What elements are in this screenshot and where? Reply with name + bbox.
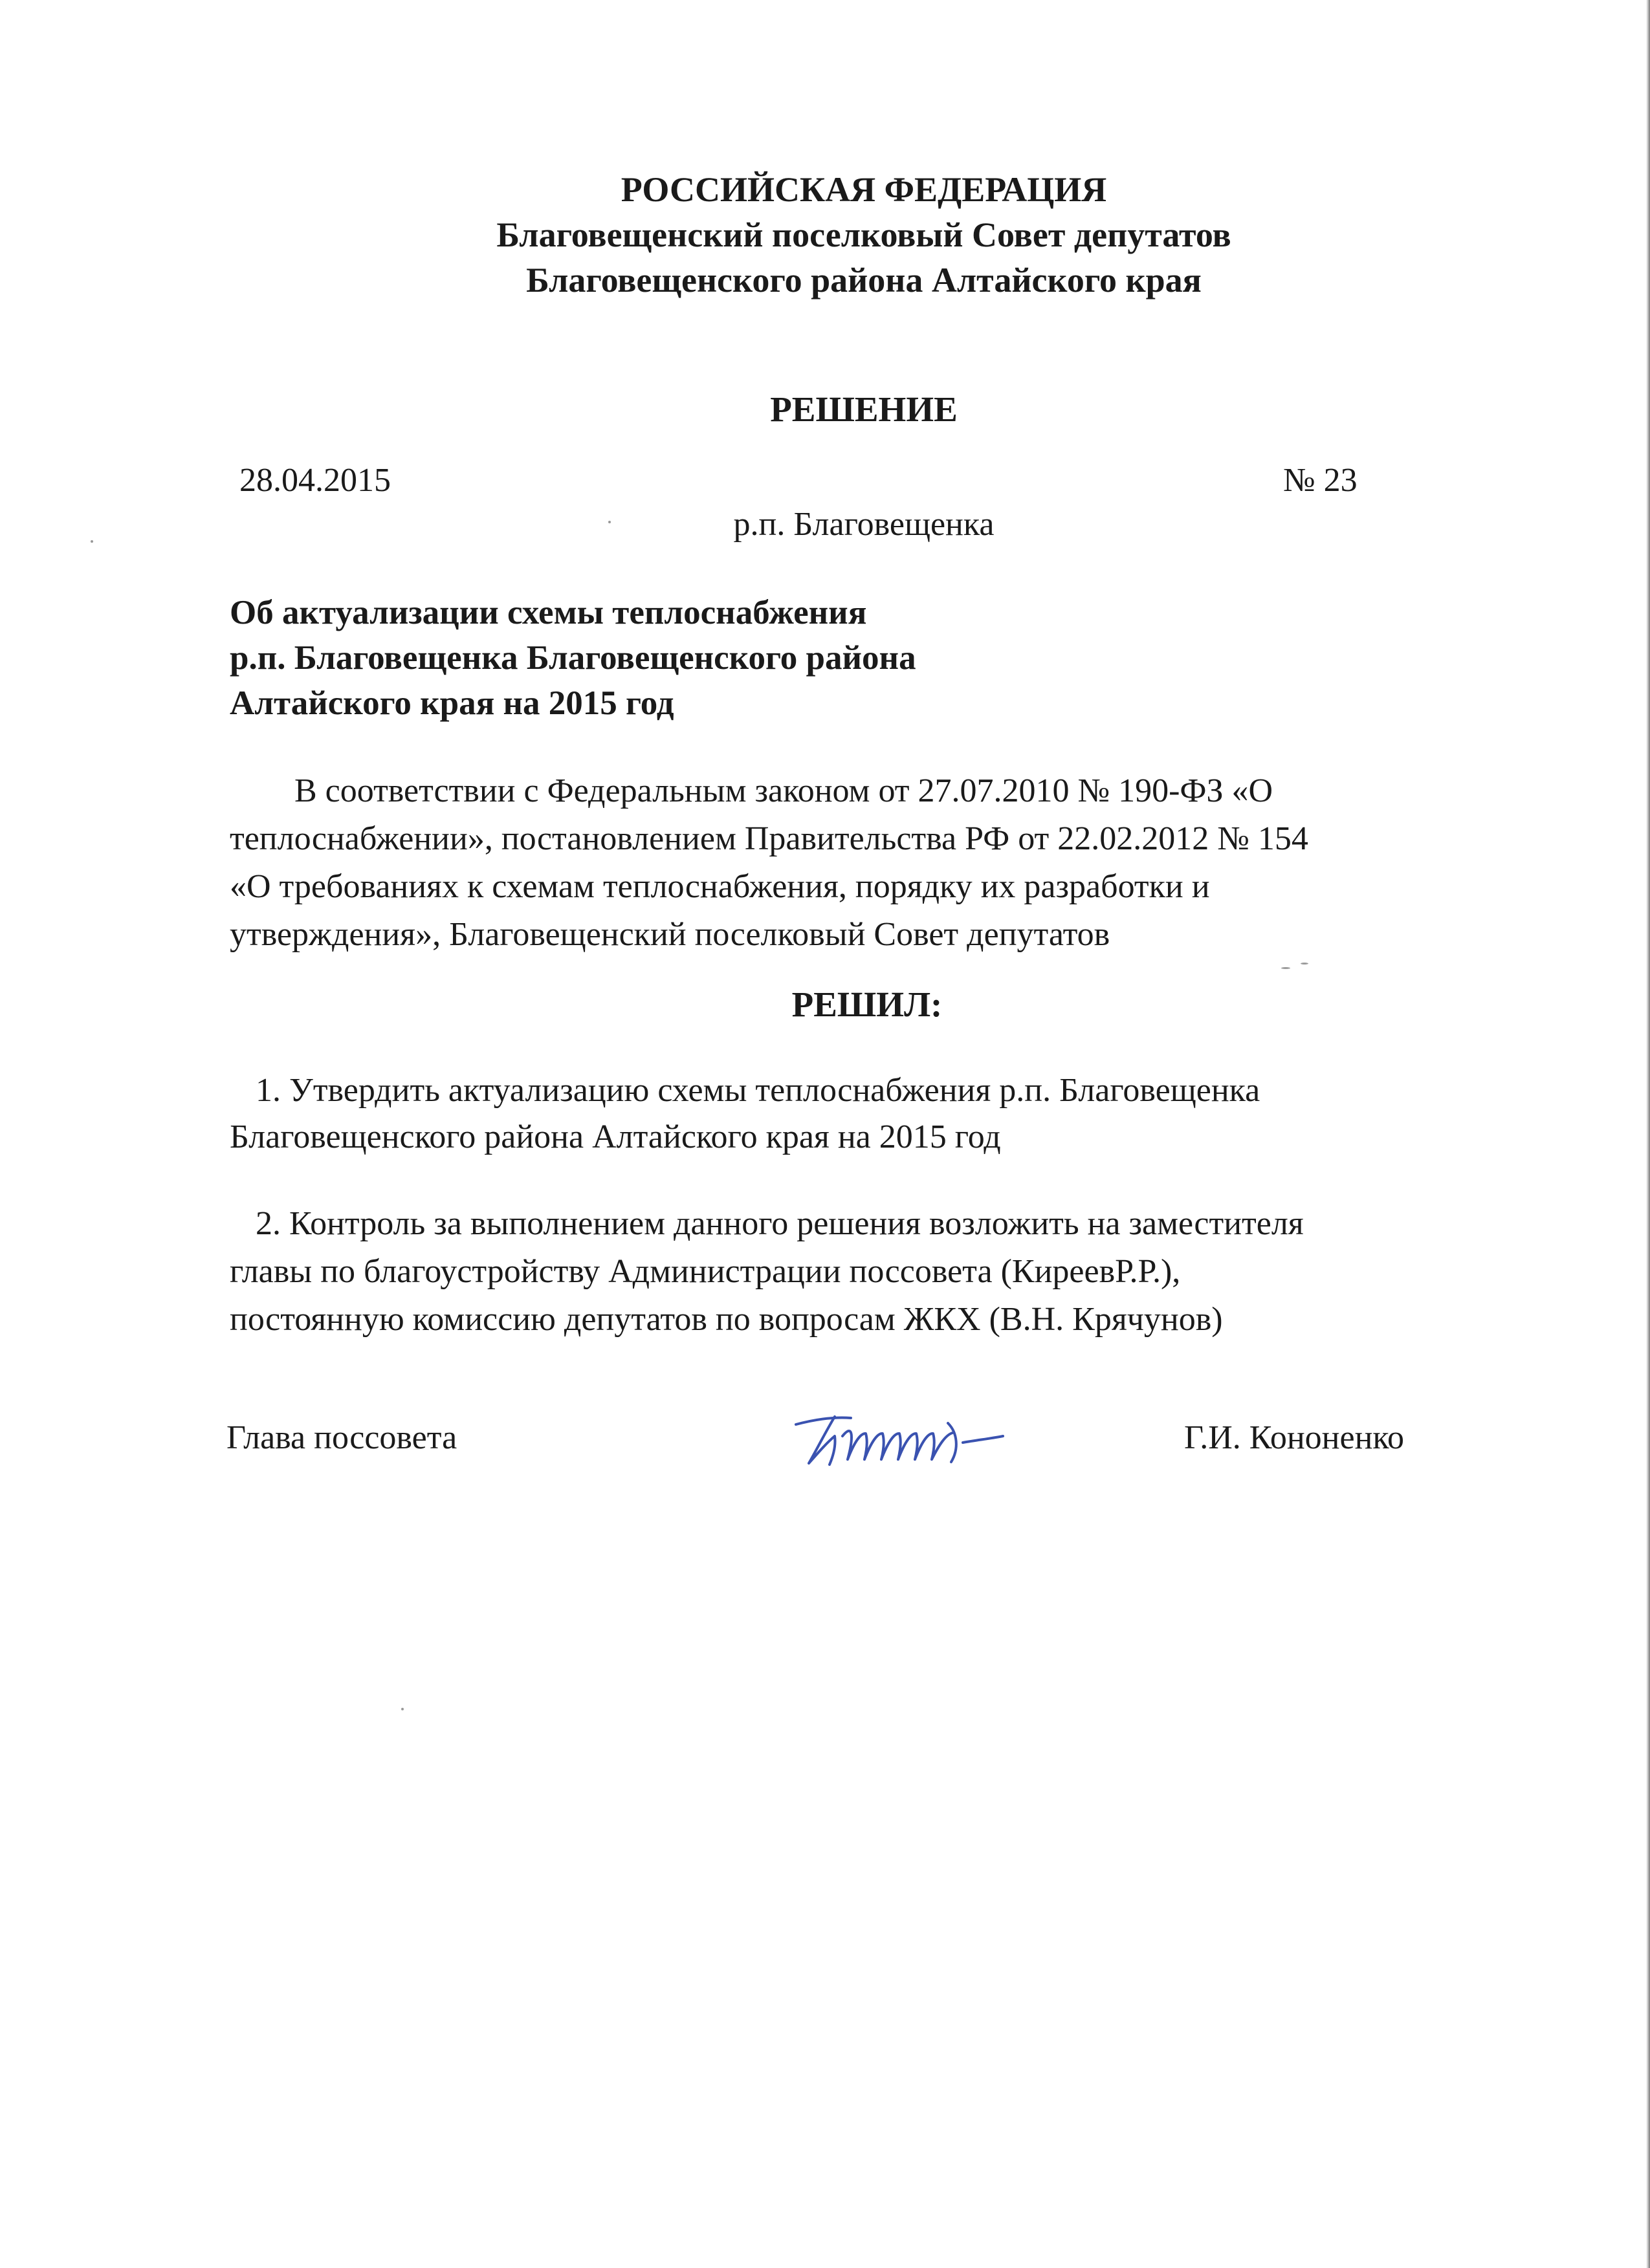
point-line: главы по благоустройству Администрации поссовета (КиреевР.Р.), xyxy=(230,1253,1181,1290)
preamble-paragraph xyxy=(230,767,1308,959)
header-country: РОССИЙСКАЯ ФЕДЕРАЦИЯ xyxy=(621,170,1107,209)
resolution-point-1 xyxy=(230,1067,1260,1161)
document-subject xyxy=(230,590,916,726)
scan-speck xyxy=(401,1708,404,1710)
header-council: Благовещенский поселковый Совет депутатов xyxy=(496,215,1231,254)
document-type: РЕШЕНИЕ xyxy=(770,389,958,429)
document-date: 28.04.2015 xyxy=(239,462,391,499)
signatory-role: Глава поссовета xyxy=(226,1419,457,1456)
scan-speck xyxy=(1281,967,1290,969)
point-line: постоянную комиссию депутатов по вопросам ЖКХ (В.Н. Крячунов) xyxy=(230,1301,1223,1338)
scan-speck xyxy=(1301,963,1308,965)
resolution-point-2 xyxy=(230,1200,1304,1344)
point-line: 1. Утвердить актуализацию схемы теплоснабжения р.п. Благовещенка xyxy=(256,1072,1260,1109)
resolved-heading: РЕШИЛ: xyxy=(791,985,943,1024)
signatory-name: Г.И. Кононенко xyxy=(1184,1419,1405,1456)
subject-line: р.п. Благовещенка Благовещенского района xyxy=(230,639,916,677)
document-place: р.п. Благовещенка xyxy=(733,506,995,543)
handwritten-signature xyxy=(789,1397,1035,1475)
subject-line: Об актуализации схемы теплоснабжения xyxy=(230,594,867,631)
preamble-line: «О требованиях к схемам теплоснабжения, порядку их разработки и xyxy=(230,868,1210,905)
subject-line: Алтайского края на 2015 год xyxy=(230,684,674,722)
scan-edge-shadow xyxy=(1646,0,1650,2268)
preamble-line: теплоснабжении», постановлением Правительства РФ от 22.02.2012 № 154 xyxy=(230,820,1308,857)
document-header xyxy=(0,167,1650,303)
point-line: 2. Контроль за выполнением данного решения возложить на заместителя xyxy=(256,1205,1304,1242)
document-number: № 23 xyxy=(1283,462,1358,499)
preamble-line: утверждения», Благовещенский поселковый Совет депутатов xyxy=(230,916,1110,953)
point-line: Благовещенского района Алтайского края на 2015 год xyxy=(230,1118,1001,1155)
preamble-line: В соответствии с Федеральным законом от 27.07.2010 № 190-ФЗ «О xyxy=(294,772,1273,809)
header-district: Благовещенского района Алтайского края xyxy=(526,261,1202,300)
